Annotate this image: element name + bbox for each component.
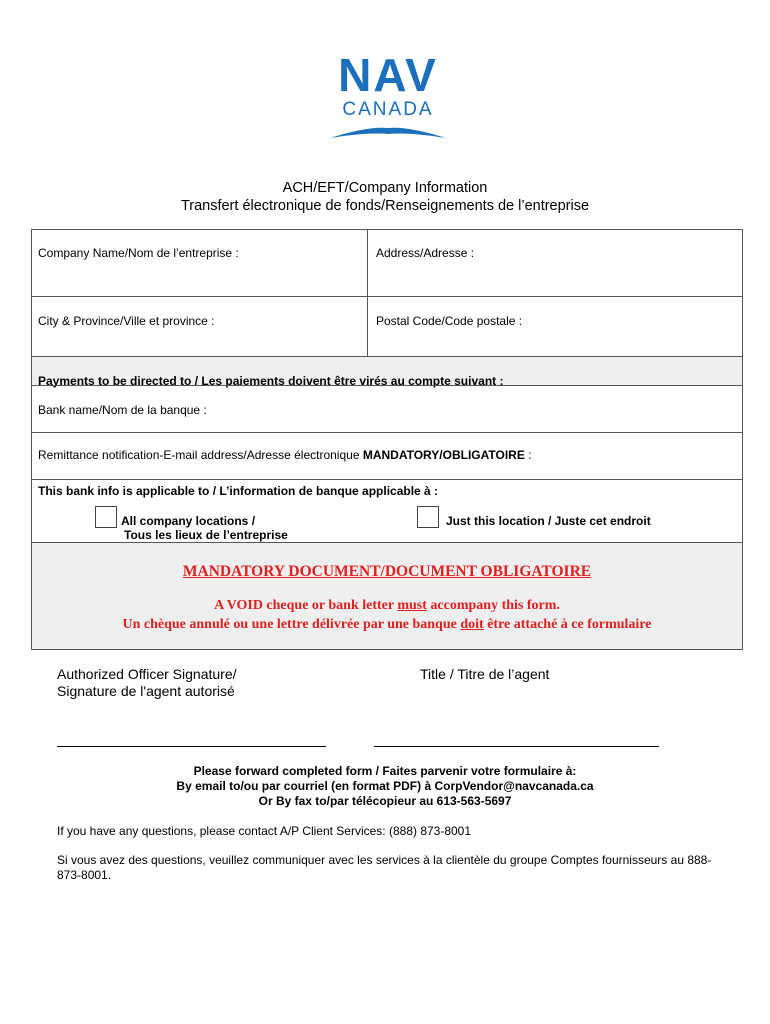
mandatory-en-post: accompany this form. <box>426 598 560 613</box>
mandatory-french-note <box>32 617 742 633</box>
address-label: Address/Adresse : <box>376 246 475 260</box>
all-locations-label-fr: Tous les lieux de l’entreprise <box>124 528 288 542</box>
all-locations-label <box>121 514 288 542</box>
forward-instructions <box>0 764 770 809</box>
remittance-mandatory: MANDATORY/OBLIGATOIRE <box>362 448 525 462</box>
mandatory-fr-doit: doit <box>460 617 484 632</box>
mandatory-heading-text: MANDATORY DOCUMENT/DOCUMENT OBLIGATOIRE <box>182 563 592 580</box>
mandatory-fr-post: être attaché à ce formulaire <box>483 617 652 632</box>
company-name-field[interactable] <box>32 230 367 296</box>
forward-line-3: Or By fax to/par télécopieur au 613-563-5697 <box>258 794 512 808</box>
nav-canada-logo <box>328 49 448 148</box>
row-divider <box>32 479 742 480</box>
all-locations-checkbox[interactable] <box>95 506 117 528</box>
applicable-label: This bank info is applicable to / L’information de banque applicable à : <box>38 484 439 498</box>
officer-signature-label-en: Authorized Officer Signature/ <box>57 666 237 682</box>
address-field[interactable] <box>368 230 742 296</box>
company-name-label: Company Name/Nom de l’entreprise : <box>38 246 239 260</box>
mandatory-english-note <box>32 598 742 614</box>
page-subtitle: Transfert électronique de fonds/Renseignements de l’entreprise <box>180 198 590 214</box>
title-label: Title / Titre de l’agent <box>420 666 550 682</box>
officer-signature-label <box>57 666 237 700</box>
postal-code-field[interactable] <box>368 297 742 356</box>
questions-note-en: If you have any questions, please contact A/P Client Services: (888) 873-8001 <box>57 824 472 838</box>
company-info-form <box>31 229 743 650</box>
remittance-label-text: Remittance notification-E-mail address/Adresse électronique <box>38 448 360 462</box>
questions-note-fr: Si vous avez des questions, veuillez communiquer avec les services à la clientèle du groupe Comptes fournisseurs au 888-873-8001. <box>57 853 712 882</box>
mandatory-fr-pre: Un chèque annulé ou une lettre délivrée par une banque <box>122 617 461 632</box>
title-signature-line[interactable] <box>374 746 659 747</box>
page-title: ACH/EFT/Company Information <box>282 180 488 196</box>
bank-name-field[interactable] <box>32 386 742 432</box>
logo-word-canada: CANADA <box>342 99 434 120</box>
city-province-field[interactable] <box>32 297 367 356</box>
mandatory-heading <box>32 563 742 581</box>
remittance-colon: : <box>528 448 532 462</box>
officer-signature-label-fr: Signature de l'agent autorisé <box>57 683 235 699</box>
mandatory-en-pre: A VOID cheque or bank letter <box>214 598 398 613</box>
just-this-location-checkbox[interactable] <box>417 506 439 528</box>
forward-line-1: Please forward completed form / Faites parvenir votre formulaire à: <box>193 764 577 778</box>
payments-heading: Payments to be directed to / Les paiements doivent être virés au compte suivant : <box>38 374 504 388</box>
city-province-label: City & Province/Ville et province : <box>38 314 215 328</box>
mandatory-en-must: must <box>397 598 427 613</box>
all-locations-label-en: All company locations / <box>121 514 256 528</box>
mandatory-section-bg <box>32 543 742 649</box>
forward-line-2: By email to/ou par courriel (en format PDF) à CorpVendor@navcanada.ca <box>176 779 594 793</box>
postal-code-label: Postal Code/Code postale : <box>376 314 523 328</box>
bank-name-label: Bank name/Nom de la banque : <box>38 403 207 417</box>
logo-word-nav: NAV <box>338 49 438 101</box>
logo-wing-icon <box>328 124 448 148</box>
just-this-location-label: Just this location / Juste cet endroit <box>446 514 651 528</box>
officer-signature-line[interactable] <box>57 746 326 747</box>
remittance-email-field[interactable] <box>32 433 742 479</box>
